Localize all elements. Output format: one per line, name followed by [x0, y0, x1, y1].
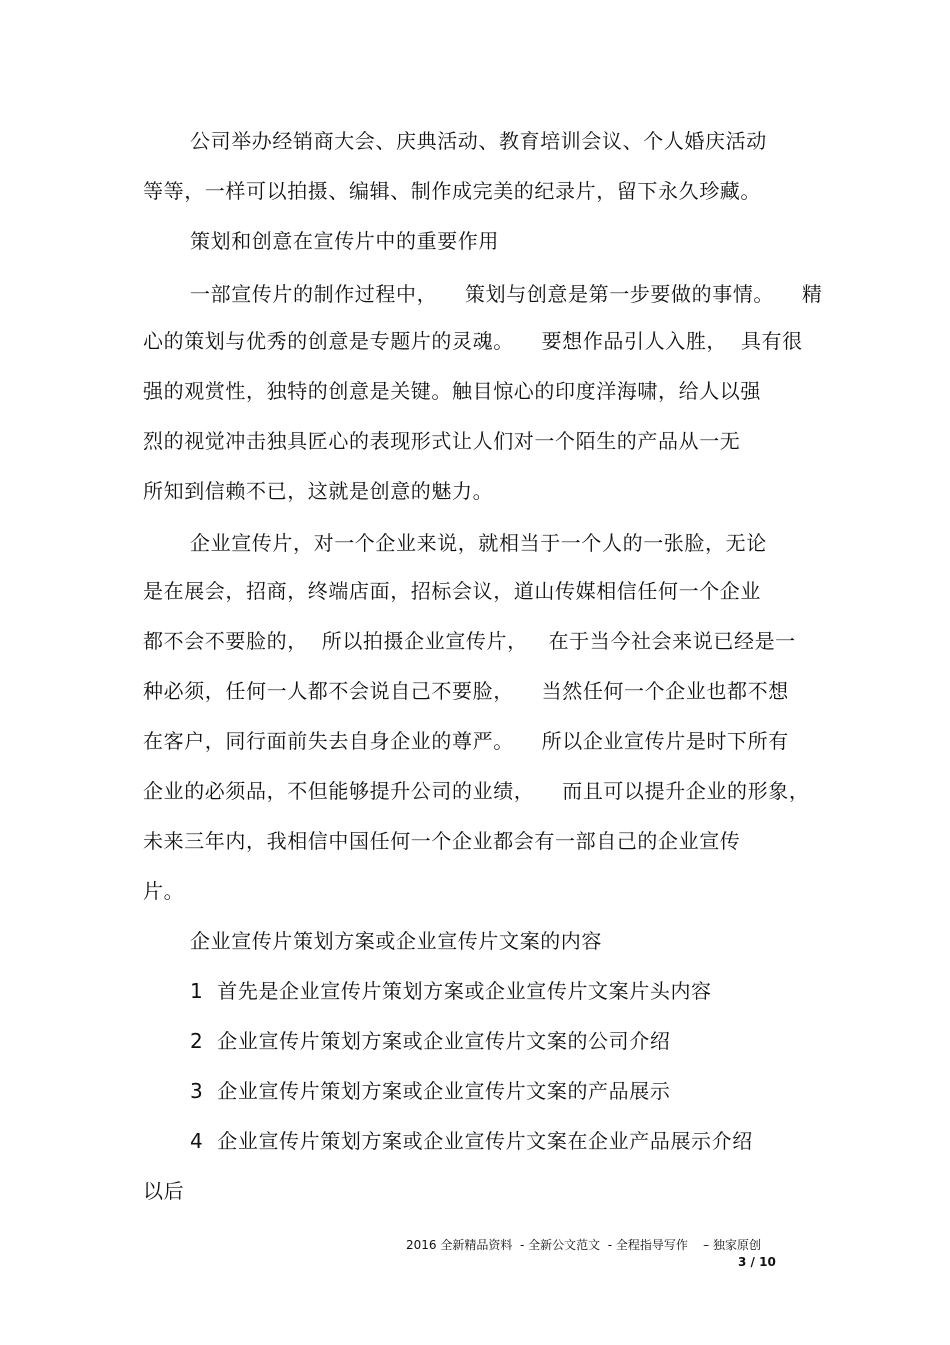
- text-line: 未来三年内，我相信中国任何一个企业都会有一部自己的企业宣传: [143, 829, 741, 853]
- text-line: 烈的视觉冲击独具匠心的表现形式让人们对一个陌生的产品从一无: [143, 429, 741, 453]
- text-line: 等等，一样可以拍摄、编辑、制作成完美的纪录片，留下永久珍藏。: [143, 179, 761, 203]
- footer-note: 2016 全新精品资料 - 全新公文范文 - 全程指导写作 – 独家原创: [406, 1238, 761, 1252]
- text-line: 所知到信赖不已，这就是创意的魅力。: [143, 479, 494, 503]
- text-line: 强的观赏性，独特的创意是关键。触目惊心的印度洋海啸，给人以强: [143, 379, 761, 403]
- list-item: 4 企业宣传片策划方案或企业宣传片文案在企业产品展示介绍: [190, 1129, 753, 1153]
- text-line: 企业宣传片，对一个企业来说，就相当于一个人的一张脸，无论: [190, 531, 767, 555]
- list-item: 1 首先是企业宣传片策划方案或企业宣传片文案片头内容: [190, 979, 712, 1003]
- text-line: 企业的必须品，不但能够提升公司的业绩， 而且可以提升企业的形象，: [143, 779, 810, 803]
- text-line: 片。: [143, 879, 185, 903]
- text-line: 都不会不要脸的， 所以拍摄企业宣传片， 在于当今社会来说已经是一: [143, 629, 796, 653]
- list-item: 3 企业宣传片策划方案或企业宣传片文案的产品展示: [190, 1079, 671, 1103]
- list-item: 2 企业宣传片策划方案或企业宣传片文案的公司介绍: [190, 1029, 671, 1053]
- text-line: 种必须，任何一人都不会说自己不要脸， 当然任何一个企业也都不想: [143, 679, 789, 703]
- text-line: 心的策划与优秀的创意是专题片的灵魂。 要想作品引人入胜， 具有很: [143, 329, 803, 353]
- text-line: 一部宣传片的制作过程中， 策划与创意是第一步要做的事情。 精: [190, 282, 823, 306]
- page-number: 3 / 10: [738, 1255, 776, 1269]
- section-heading: 企业宣传片策划方案或企业宣传片文案的内容: [190, 929, 602, 953]
- text-line: 以后: [143, 1179, 185, 1203]
- text-line: 公司举办经销商大会、庆典活动、教育培训会议、个人婚庆活动: [190, 129, 767, 153]
- text-line: 是在展会，招商，终端店面，招标会议，道山传媒相信任何一个企业: [143, 579, 761, 603]
- text-line: 在客户，同行面前失去自身企业的尊严。 所以企业宣传片是时下所有: [143, 729, 789, 753]
- section-heading: 策划和创意在宣传片中的重要作用: [190, 229, 499, 253]
